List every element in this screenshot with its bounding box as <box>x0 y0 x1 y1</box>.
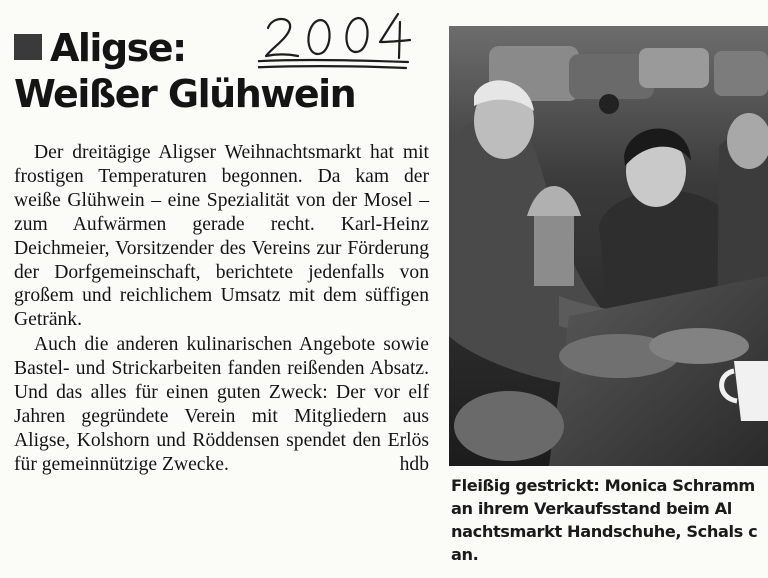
article-paragraph-2 <box>14 333 429 476</box>
caption-line-3: nachtsmarkt Handschuhe, Schals c <box>451 522 758 541</box>
caption-line-4: an. <box>451 545 479 564</box>
headline-block <box>14 26 355 116</box>
byline: hdb <box>399 453 429 475</box>
headline-line-1: Aligse: <box>50 26 186 70</box>
headline-line-2: Weißer Glühwein <box>14 72 356 116</box>
section-marker <box>14 34 42 60</box>
market-photo <box>449 26 768 466</box>
article-paragraph-2-text: Auch die anderen kulinarischen Angebote sowie Bastel- und Strickarbeiten fanden reißenden Absatz. Und das alles für einen guten Zweck: Der vor elf Jahren gegründete Verein mit Mitgliedern aus Aligse, Kolshorn und Röddensen spendet den Erlös für gemeinnützige Zwecke. <box>14 334 429 475</box>
caption-line-1: Fleißig gestrickt: Monica Schramm <box>451 476 755 495</box>
photo-caption <box>451 474 768 566</box>
market-photo-drawing <box>449 26 768 466</box>
article-paragraph-1: Der dreitägige Aligser Weihnachtsmarkt hat mit frostigen Temperaturen begonnen. Da kam der weiße Glühwein – eine Spezialität von der Mosel – zum Aufwärmen gerade recht. Karl-Heinz Deichmeier, Vorsitzender des Vereins zur Förderung der Dorfgemeinschaft, berichtete jedenfalls von großem und reichlichem Umsatz mit dem süffigen Getränk. <box>14 142 429 331</box>
caption-line-2: an ihrem Verkaufsstand beim Al <box>451 499 732 518</box>
article-body <box>14 141 429 477</box>
